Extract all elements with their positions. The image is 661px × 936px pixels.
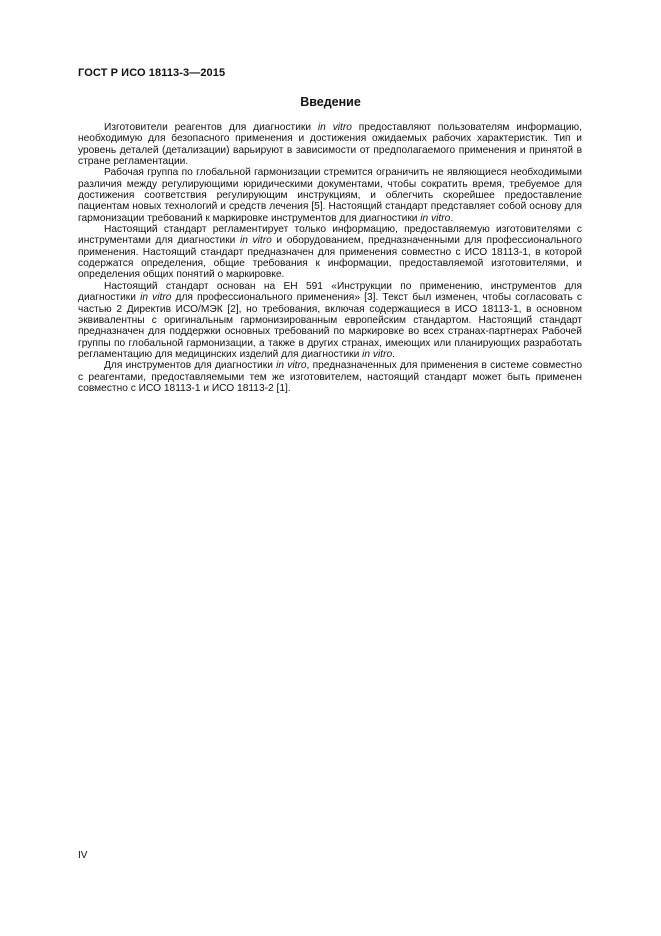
page-number: IV <box>78 850 88 861</box>
paragraph-2 <box>78 167 582 224</box>
paragraph-3-text-b: и оборудованием, предназначенными для профессионального применения. Настоящий стандарт предназначен для применения совместно с ИСО 18113-1, в которой содержатся определения, общие требования к информации, предоставляемой изготовителями, и определения общих понятий о маркировке. <box>78 235 582 281</box>
paragraph-4-in-vitro: in vitro <box>140 292 172 304</box>
paragraph-1 <box>78 122 582 167</box>
paragraph-5-in-vitro: in vitro <box>276 360 307 372</box>
paragraph-4-text-a: Настоящий стандарт основан на ЕН 591 «Инструкции по применению, инструментов для диагностики <box>78 280 582 304</box>
paragraph-3-in-vitro: in vitro <box>239 235 272 247</box>
paragraph-2-text-a: Рабочая группа по глобальной гармонизации стремится ограничить не являющиеся необходимыми различия между регулирующими юридическими документами, чтобы сократить время, требуемое для достижения соответствия регулирующим инструкциям, и облегчить скорейшее предоставление пациентам новых технологий и средств лечения [5]. Настоящий стандарт представляет собой основу для гармонизации требований к маркировке инструментов для диагностики <box>78 167 582 224</box>
paragraph-3 <box>78 224 582 281</box>
paragraph-4-text-b: для профессионального применения» [3]. Текст был изменен, чтобы согласовать с частью 2 Директив ИСО/МЭК [2], но требования, включая содержащиеся в ИСО 18113-1, в основном эквивалентны с оригинальным гармонизированным европейским стандартом. Настоящий стандарт предназначен для поддержки основных требований по маркировке во всех странах-партнерах Рабочей группы по глобальной гармонизации, а также в других странах, имеющих или планирующих разработать регламентацию для медицинских изделий для диагностики <box>78 292 582 360</box>
paragraph-5-text-b: , предназначенных для применения в системе совместно с реагентами, предоставляемыми тем же изготовителем, настоящий стандарт может быть применен совместно с ИСО 18113-1 и ИСО 18113-2 [1]. <box>78 360 582 394</box>
introduction-body <box>78 122 582 394</box>
paragraph-4 <box>78 281 582 360</box>
paragraph-1-text-b: предоставляют пользователям информацию, необходимую для безопасного применения и достижения ожидаемых рабочих характеристик. Тип и уровень деталей (детализации) варьируют в зависимости от предполагаемого применения и принятой в стране регламентации. <box>78 122 582 168</box>
document-header: ГОСТ Р ИСО 18113-3—2015 <box>78 67 226 79</box>
paragraph-4-text-c: . <box>392 348 395 360</box>
paragraph-4-in-vitro-2: in vitro <box>362 348 393 360</box>
paragraph-2-text-b: . <box>450 212 454 224</box>
section-title: Введение <box>300 95 361 109</box>
paragraph-2-in-vitro: in vitro <box>420 212 451 224</box>
paragraph-3-text-a: Настоящий стандарт регламентирует только информацию, предоставляемую изготовителями с инструментами для диагностики <box>78 224 582 247</box>
paragraph-5-text-a: Для инструментов для диагностики <box>104 360 277 372</box>
paragraph-1-text-a: Изготовители реагентов для диагностики <box>104 122 318 133</box>
paragraph-1-in-vitro: in vitro <box>317 122 352 133</box>
paragraph-5 <box>78 360 582 394</box>
